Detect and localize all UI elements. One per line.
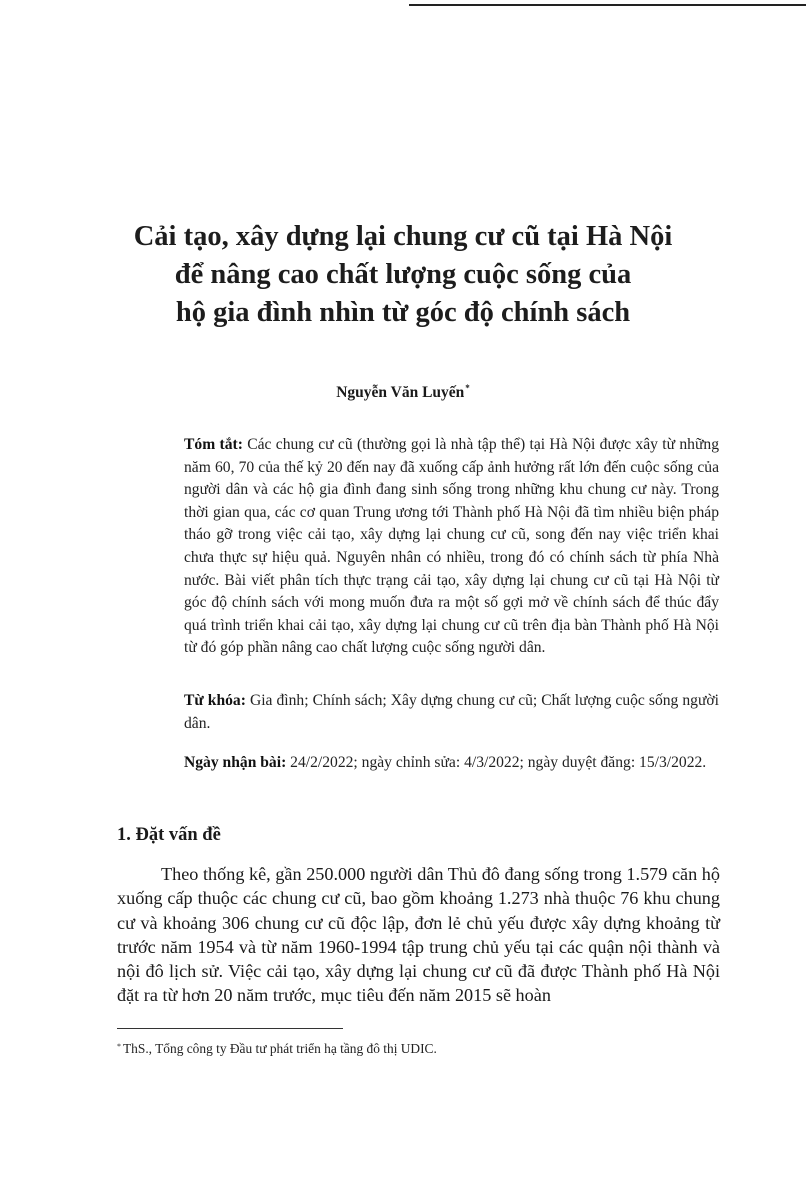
footnote-mark: * <box>117 1042 121 1051</box>
dates-label: Ngày nhận bài: <box>184 754 287 771</box>
abstract-block <box>184 434 719 660</box>
dates-block <box>184 752 719 775</box>
abstract-text: Các chung cư cũ (thường gọi là nhà tập thể) tại Hà Nội được xây từ những năm 60, 70 của thế kỷ 20 đến nay đã xuống cấp ảnh hưởng rất lớn đến cuộc sống của người dân và các hộ gia đình đang sinh sống trong những khu chung cư này. Trong thời gian qua, các cơ quan Trung ương tới Thành phố Hà Nội đã tìm nhiều biện pháp tháo gỡ trong việc cải tạo, xây dựng lại chung cư cũ, song đến nay việc triển khai chưa thực sự hiệu quả. Nguyên nhân có nhiều, trong đó có chính sách từ phía Nhà nước. Bài viết phân tích thực trạng cải tạo, xây dựng lại chung cư cũ tại Hà Nội từ góc độ chính sách với mong muốn đưa ra một số gợi mở về chính sách để thúc đẩy quá trình triển khai cải tạo, xây dựng lại chung cư cũ trên địa bàn Thành phố Hà Nội từ đó góp phần nâng cao chất lượng cuộc sống người dân. <box>184 436 719 657</box>
header-rule <box>409 4 806 6</box>
author-footnote-mark: * <box>465 383 470 393</box>
author-line <box>0 383 806 402</box>
title-line-2: để nâng cao chất lượng cuộc sống của <box>174 259 632 290</box>
keywords-text: Gia đình; Chính sách; Xây dựng chung cư cũ; Chất lượng cuộc sống người dân. <box>184 692 719 732</box>
author-name: Nguyễn Văn Luyến <box>336 384 465 401</box>
dates-text: 24/2/2022; ngày chỉnh sửa: 4/3/2022; ngày duyệt đăng: 15/3/2022. <box>290 754 707 771</box>
title-line-3: hộ gia đình nhìn từ góc độ chính sách <box>175 297 631 328</box>
keywords-block <box>184 690 719 735</box>
abstract-label: Tóm tắt: <box>184 436 243 453</box>
footnote-rule <box>117 1028 343 1029</box>
section-heading: 1. Đặt vấn đề <box>117 825 221 845</box>
keywords-label: Từ khóa: <box>184 692 246 709</box>
section-paragraph: Theo thống kê, gần 250.000 người dân Thủ đô đang sống trong 1.579 căn hộ xuống cấp thuộc các chung cư cũ, bao gồm khoảng 1.273 nhà thuộc 76 khu chung cư và khoảng 306 chung cư cũ độc lập, đơn lẻ chủ yếu được xây dựng khoảng từ trước năm 1954 và từ năm 1960-1994 tập trung chủ yếu tại các quận nội thành và nội đô lịch sử. Việc cải tạo, xây dựng lại chung cư cũ đã được Thành phố Hà Nội đặt ra từ hơn 20 năm trước, mục tiêu đến năm 2015 sẽ hoàn <box>117 864 720 1006</box>
footnote <box>117 1041 437 1057</box>
footnote-text: ThS., Tổng công ty Đầu tư phát triển hạ tầng đô thị UDIC. <box>123 1041 437 1056</box>
title-line-1: Cải tạo, xây dựng lại chung cư cũ tại Hà Nội <box>133 221 673 252</box>
article-title <box>0 218 806 332</box>
